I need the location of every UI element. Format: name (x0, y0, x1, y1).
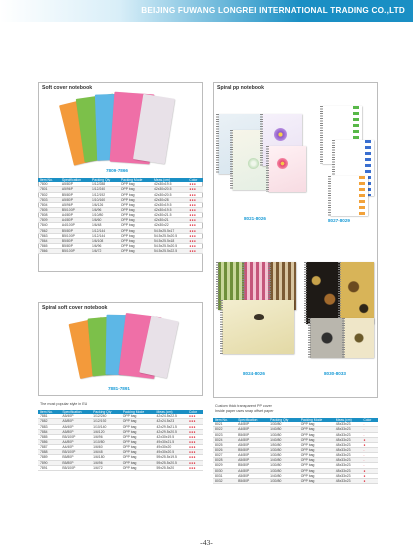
color-dots-cell: - (361, 463, 378, 468)
table-cell: 7888 (38, 450, 60, 455)
color-dots-cell: ●●● (187, 238, 203, 243)
table-cell: 59x25.5x20 (155, 465, 187, 470)
table-cell: 42x30x19.5 (152, 207, 187, 212)
table-cell: 7801 (38, 187, 60, 192)
page-header (0, 0, 413, 22)
table-cell: 42x24.5x23 (155, 419, 187, 424)
color-dots-cell: ●●● (187, 445, 203, 450)
table-cell: 1/6/96 (90, 207, 119, 212)
table-cell: 1/12/240 (91, 414, 121, 419)
feature-item: Inside paper uses snap offset paper (215, 408, 274, 413)
company-name: BEIJING FUWANG LONGREI INTERNATIONAL TRADING CO.,LTD (141, 6, 405, 15)
col-item-no: Item No. (213, 418, 236, 422)
table-cell: 54.5x25.5x17 (152, 228, 187, 233)
table-cell: B5/100P (60, 434, 91, 439)
spiral-pp-series-b: 8027-8029 (328, 218, 350, 223)
table-cell: 42x24.5x22.5 (155, 414, 187, 419)
color-dots-cell: ●●● (187, 187, 203, 192)
table-cell: 1/30/80 (268, 468, 299, 473)
table-cell: 48x33x23 (334, 447, 362, 452)
table-cell: 8025 (213, 442, 236, 447)
col-packing-qty: Packing Qty (90, 178, 119, 182)
table-row (38, 249, 203, 254)
table-cell: 1/30/80 (268, 422, 299, 427)
table-cell: OPP bag (299, 453, 334, 458)
col-item-no: Item No. (38, 410, 60, 414)
table-cell: 1/6/120 (91, 429, 121, 434)
table-cell: OPP bag (119, 244, 152, 249)
table-cell: A4/80P (236, 468, 268, 473)
table-cell: A5/96P (60, 202, 90, 207)
table-cell: 7863 (38, 233, 60, 238)
table-cell: 48x33x23 (334, 458, 362, 463)
table-cell: 49x30x20.5 (155, 450, 187, 455)
table-cell: A5/96P (60, 187, 90, 192)
table-cell: 7890 (38, 460, 60, 465)
table-cell: 1/12/240 (90, 187, 119, 192)
flower-graphic (248, 158, 259, 169)
feature-item: Custom thick transparent PP cover (215, 404, 272, 408)
table-cell: 48x33x23 (334, 478, 362, 483)
table-cell: 42x29.5x20.5 (155, 429, 187, 434)
table-cell: 59x25.5x20.5 (155, 460, 187, 465)
table-cell: 48x33x23 (334, 463, 362, 468)
color-dots-cell: - (361, 447, 378, 452)
col-meas: Meas.(cm) (334, 418, 362, 422)
table-cell: OPP bag (299, 458, 334, 463)
table-cell: B5/80P (60, 460, 91, 465)
table-cell: B5/80P (236, 432, 268, 437)
col-packing-qty: Packing Qty (268, 418, 299, 422)
spiral-pp-series-a: 8021-8026 (244, 216, 266, 221)
table-cell: 1/6/126 (90, 202, 119, 207)
table-cell: 48x33x23 (334, 473, 362, 478)
color-dots-cell: - (361, 422, 378, 427)
table-cell: OPP bag (121, 439, 155, 444)
color-dots-cell: ●●● (187, 424, 203, 429)
table-cell: A4/80P (236, 427, 268, 432)
color-dots-cell: ●●● (187, 244, 203, 249)
table-cell: 54.5x25.5x22.5 (152, 249, 187, 254)
table-cell: 1/10/80 (90, 213, 119, 218)
book-paisley-grey (310, 318, 344, 358)
table-cell: 1/12/144 (90, 228, 119, 233)
table-cell: B5/100P (60, 233, 90, 238)
table-cell: OPP bag (119, 233, 152, 238)
table-cell: OPP bag (121, 424, 155, 429)
table-cell: 1/40/80 (268, 458, 299, 463)
color-dots-cell: ●●● (187, 460, 203, 465)
table-cell: 54.5x25.5x20.5 (152, 233, 187, 238)
table-cell: 1/12/144 (90, 233, 119, 238)
table-cell: OPP bag (119, 197, 152, 202)
col-specification: Specification (236, 418, 268, 422)
soft-cover-table (38, 178, 203, 254)
color-dots-cell: ●●● (187, 213, 203, 218)
table-cell: 1/40/80 (268, 473, 299, 478)
book-paisley-black (306, 262, 340, 324)
table-cell: A4/100P (60, 223, 90, 228)
table-cell: 49x30x20 (155, 445, 187, 450)
spiral-pp-rows (213, 422, 378, 483)
table-cell: B5/80P (236, 478, 268, 483)
table-cell: 1/12/192 (90, 192, 119, 197)
table-cell: B5/100P (60, 207, 90, 212)
table-cell: A5/80P (60, 429, 91, 434)
table-cell: 1/6/96 (90, 244, 119, 249)
table-cell: 1/6/60 (91, 445, 121, 450)
table-cell: OPP bag (119, 238, 152, 243)
table-cell: 7865 (38, 244, 60, 249)
table-cell: 1/30/80 (268, 447, 299, 452)
col-color: Color (361, 418, 378, 422)
table-cell: OPP bag (299, 463, 334, 468)
table-cell: 1/6/108 (90, 238, 119, 243)
color-dots-cell: ●●● (187, 233, 203, 238)
table-cell: A4/80P (236, 422, 268, 427)
table-cell: 8023 (213, 432, 236, 437)
spiral-soft-note-text: The most popular style in EU (40, 402, 88, 406)
table-cell: OPP bag (121, 465, 155, 470)
table-cell: 1/6/48 (91, 450, 121, 455)
color-dots-cell: ●●● (187, 223, 203, 228)
table-cell: A5/80P (60, 182, 90, 187)
soft-cover-series: 7809-7866 (106, 168, 128, 173)
table-cell: 1/6/72 (90, 249, 119, 254)
table-cell: 8032 (213, 478, 236, 483)
table-cell: OPP bag (299, 427, 334, 432)
table-cell: 7881 (38, 414, 60, 419)
table-cell: 1/6/60 (90, 218, 119, 223)
table-cell: 8026 (213, 447, 236, 452)
table-cell: 8022 (213, 427, 236, 432)
table-cell: 8021 (213, 422, 236, 427)
color-dots-cell: ● (361, 478, 378, 483)
color-dots-cell: - (361, 427, 378, 432)
table-cell: 42x30x28 (152, 197, 187, 202)
table-cell: 7885 (38, 434, 60, 439)
table-cell: 42x29.5x21.5 (155, 424, 187, 429)
table-cell: 1/6/96 (91, 460, 121, 465)
book-check-orange (330, 176, 368, 216)
table-cell: B5/100P (60, 465, 91, 470)
table-cell: 1/12/192 (91, 419, 121, 424)
table-cell: B5/80P (236, 463, 268, 468)
table-cell: OPP bag (299, 437, 334, 442)
table-cell: 7866 (38, 249, 60, 254)
table-cell: 7889 (38, 455, 60, 460)
flower-graphic (274, 128, 287, 141)
table-cell: OPP bag (121, 429, 155, 434)
table-cell: OPP bag (121, 460, 155, 465)
table-row (38, 465, 203, 470)
table-cell: 7886 (38, 439, 60, 444)
color-dots-cell: ●●● (187, 419, 203, 424)
col-meas: Meas.(cm) (152, 178, 187, 182)
table-cell: B5/80P (60, 238, 90, 243)
table-cell: A5/40P (60, 424, 91, 429)
color-dots-cell: ●●● (187, 439, 203, 444)
spiral-pp-features (215, 404, 274, 413)
flower-graphic (277, 158, 288, 169)
table-cell: 7840 (38, 223, 60, 228)
color-dots-cell: ●●● (187, 182, 203, 187)
col-specification: Specification (60, 178, 90, 182)
table-cell: OPP bag (119, 202, 152, 207)
table-cell: OPP bag (119, 182, 152, 187)
table-cell: 7804 (38, 202, 60, 207)
color-dots-cell: ●●● (187, 414, 203, 419)
table-cell: 49x30x21.5 (155, 439, 187, 444)
book-paisley-cream (344, 318, 374, 358)
table-cell: 1/10/160 (90, 197, 119, 202)
table-cell: 1/30/80 (268, 478, 299, 483)
table-cell: 8030 (213, 468, 236, 473)
spiral-pp-table (213, 418, 378, 484)
table-cell: OPP bag (119, 218, 152, 223)
color-dots-cell: ●●● (187, 207, 203, 212)
spiral-soft-rows (38, 414, 203, 470)
table-cell: B5/80P (60, 244, 90, 249)
col-item-no: Item No. (38, 178, 60, 182)
color-dots-cell: ●●● (187, 197, 203, 202)
table-cell: 1/30/80 (268, 432, 299, 437)
page-number: -43- (200, 538, 213, 547)
table-cell: 1/10/140 (91, 424, 121, 429)
table-cell: 1/50/80 (268, 442, 299, 447)
table-cell: 1/10/80 (91, 439, 121, 444)
color-dots-cell: ●●● (187, 218, 203, 223)
table-cell: 54.5x25.5x20.5 (152, 244, 187, 249)
table-cell: 1/12/288 (90, 182, 119, 187)
book-flower-pink (268, 146, 306, 192)
table-cell: 48x33x23 (334, 432, 362, 437)
color-dots-cell: ● (361, 468, 378, 473)
table-cell: 42x30x19.5 (152, 182, 187, 187)
table-cell: B5/80P (60, 192, 90, 197)
table-cell: A5/80P (236, 442, 268, 447)
table-cell: OPP bag (121, 434, 155, 439)
color-dots-cell: ●●● (187, 450, 203, 455)
table-cell: 1/40/80 (268, 427, 299, 432)
table-cell: 7882 (38, 419, 60, 424)
table-cell: 1/40/80 (268, 437, 299, 442)
table-cell: OPP bag (119, 213, 152, 218)
table-cell: OPP bag (299, 478, 334, 483)
check-strip (359, 176, 365, 216)
table-cell: OPP bag (121, 445, 155, 450)
table-cell: 42x30x20.5 (152, 187, 187, 192)
table-cell: 1/30/80 (268, 453, 299, 458)
table-cell: OPP bag (119, 223, 152, 228)
col-color: Color (187, 410, 203, 414)
table-cell: B5/80P (60, 455, 91, 460)
table-cell: B5/80P (236, 447, 268, 452)
table-cell: 48x33x23 (334, 442, 362, 447)
book-paisley-gold (340, 262, 374, 324)
color-dots-cell: - (361, 432, 378, 437)
table-cell: A5/80P (236, 458, 268, 463)
col-packing-qty: Packing Qty (91, 410, 121, 414)
table-cell: 7884 (38, 429, 60, 434)
table-cell: 1/6/48 (90, 223, 119, 228)
spiral-pp-series-d: 8030-8033 (324, 371, 346, 376)
table-cell: 7864 (38, 238, 60, 243)
table-cell: OPP bag (121, 450, 155, 455)
color-dots-cell: ●●● (187, 455, 203, 460)
color-dots-cell: - (361, 458, 378, 463)
table-cell: 48x33x23 (334, 427, 362, 432)
table-cell: A5/80P (60, 197, 90, 202)
table-cell: 8031 (213, 473, 236, 478)
table-cell: 7809 (38, 218, 60, 223)
table-cell: A5/40P (60, 414, 91, 419)
table-cell: 48x33x23 (334, 437, 362, 442)
table-cell: 8028 (213, 458, 236, 463)
table-cell: 48x33x23 (334, 422, 362, 427)
table-cell: 8029 (213, 463, 236, 468)
table-cell: B5/100P (60, 249, 90, 254)
color-dots-cell: ●●● (187, 434, 203, 439)
col-color: Color (187, 178, 203, 182)
spiral-pp-title: Spiral pp notebook (217, 85, 264, 91)
spiral-soft-title: Spiral soft cover notebook (42, 305, 108, 311)
table-cell: 42x30x21.5 (152, 213, 187, 218)
table-cell: 7891 (38, 465, 60, 470)
table-cell: OPP bag (299, 442, 334, 447)
table-cell: A4/80P (236, 453, 268, 458)
table-cell: OPP bag (119, 249, 152, 254)
spiral-soft-table (38, 410, 203, 471)
spiral-soft-note (40, 402, 87, 407)
table-cell: 48x33x23 (334, 468, 362, 473)
table-cell: OPP bag (119, 187, 152, 192)
table-cell: A4/80P (60, 218, 90, 223)
col-specification: Specification (60, 410, 91, 414)
color-dots-cell: ● (361, 437, 378, 442)
table-cell: OPP bag (299, 468, 334, 473)
bird-graphic (254, 314, 264, 320)
table-cell: 7800 (38, 182, 60, 187)
table-cell: 7802 (38, 192, 60, 197)
col-packing-mode: Packing Mode (121, 410, 155, 414)
table-cell: OPP bag (121, 455, 155, 460)
table-cell: 42x30x19.5 (152, 202, 187, 207)
table-cell: 7808 (38, 213, 60, 218)
table-cell: 42x30x22 (152, 223, 187, 228)
table-cell: 59x25.5x19.5 (155, 455, 187, 460)
table-cell: A5/80P (236, 473, 268, 478)
color-dots-cell: ●●● (187, 202, 203, 207)
table-cell: A4/40P (60, 445, 91, 450)
table-cell: 54.5x25.5x18 (152, 238, 187, 243)
book-bird-cream (222, 300, 294, 354)
color-dots-cell: ● (361, 442, 378, 447)
table-cell: 42x30x20.5 (152, 192, 187, 197)
table-cell: 48x33x23 (334, 453, 362, 458)
soft-cover-rows (38, 182, 203, 254)
spiral-soft-series: 7881-7891 (108, 386, 130, 391)
table-cell: B5/100P (60, 450, 91, 455)
color-dots-cell: ●●● (187, 465, 203, 470)
table-cell: 1/6/72 (91, 465, 121, 470)
table-cell: 42x30x21 (152, 218, 187, 223)
table-cell: 7883 (38, 424, 60, 429)
table-cell: OPP bag (119, 192, 152, 197)
color-dots-cell: ●●● (187, 192, 203, 197)
color-dots-cell: ●●● (187, 249, 203, 254)
table-cell: OPP bag (299, 447, 334, 452)
table-cell: 7805 (38, 207, 60, 212)
table-cell: 7862 (38, 228, 60, 233)
table-cell: B5/80P (60, 228, 90, 233)
table-cell: A5/80P (60, 419, 91, 424)
table-cell: A4/80P (60, 439, 91, 444)
color-dots-cell: ●●● (187, 429, 203, 434)
table-cell: 8024 (213, 437, 236, 442)
color-dots-cell: ● (361, 473, 378, 478)
soft-cover-title: Soft cover notebook (42, 85, 93, 91)
table-cell: 42x30x19.5 (155, 434, 187, 439)
spiral-pp-series-c: 8024-8026 (243, 371, 265, 376)
table-cell: OPP bag (121, 414, 155, 419)
col-packing-mode: Packing Mode (299, 418, 334, 422)
table-cell: A4/80P (236, 437, 268, 442)
table-cell: 1/6/180 (91, 455, 121, 460)
col-packing-mode: Packing Mode (119, 178, 152, 182)
table-cell: 1/6/96 (91, 434, 121, 439)
color-dots-cell: - (361, 453, 378, 458)
table-cell: OPP bag (119, 228, 152, 233)
table-cell: OPP bag (119, 207, 152, 212)
table-cell: 8027 (213, 453, 236, 458)
table-cell: OPP bag (299, 422, 334, 427)
col-meas: Meas.(cm) (155, 410, 187, 414)
table-cell: OPP bag (299, 432, 334, 437)
table-cell: 7803 (38, 197, 60, 202)
color-dots-cell: ●●● (187, 228, 203, 233)
table-cell: A4/80P (60, 213, 90, 218)
table-cell: OPP bag (121, 419, 155, 424)
table-cell: OPP bag (299, 473, 334, 478)
table-cell: 7887 (38, 445, 60, 450)
table-row (213, 478, 378, 483)
table-cell: 1/30/80 (268, 463, 299, 468)
